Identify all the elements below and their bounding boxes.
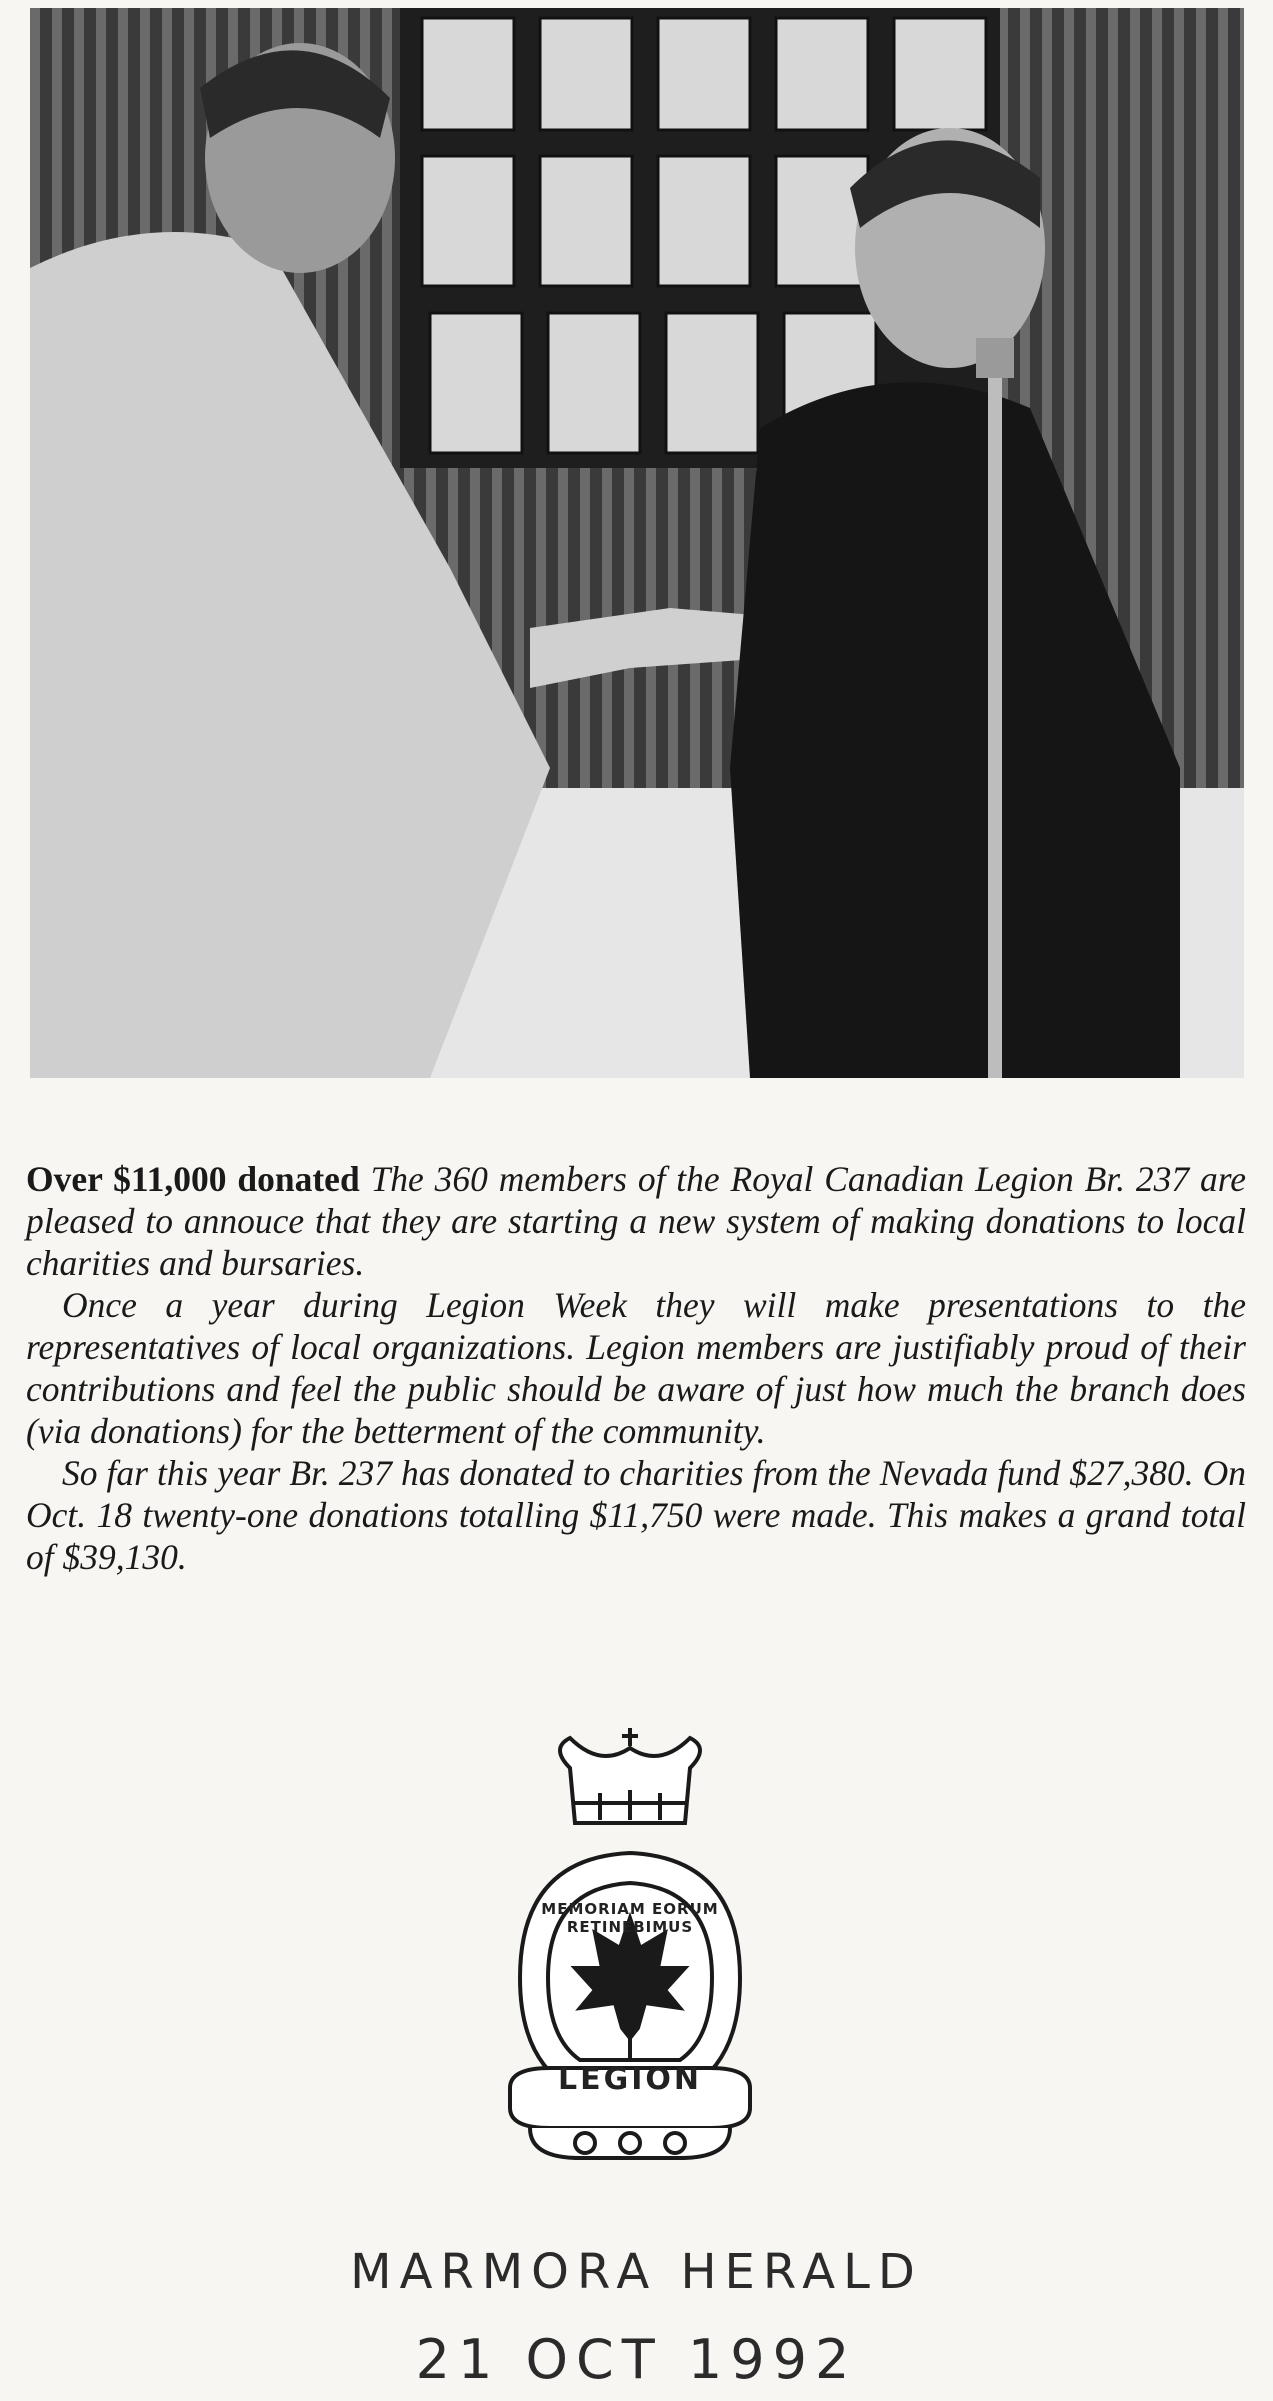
paragraph-3: So far this year Br. 237 has donated to charities from the Nevada fund $27,380. On Oct. 18 twenty-one donations totalling $11,750 were made. This makes a grand total of $39,130.: [26, 1453, 1246, 1577]
paragraph-1: The 360 members of the Royal Canadian Legion Br. 237 are pleased to annouce that they are starting a new system of making donations to local charities and bursaries.: [26, 1159, 1246, 1283]
photo-illustration: [30, 8, 1244, 1078]
headline: Over $11,000 donated: [26, 1159, 360, 1199]
emblem-motto: MEMORIAM EORUM RETINEBIMUS: [541, 1900, 719, 1936]
handwritten-publication: MARMORA HERALD: [350, 2244, 923, 2300]
article-body: [26, 1158, 1246, 1578]
news-photo: [30, 8, 1244, 1078]
emblem-legion-word: LEGION: [557, 2062, 702, 2097]
paragraph-2: Once a year during Legion Week they will make presentations to the representatives of local organizations. Legion members are justifiably proud of their contributions and feel the public should be aware of just how much the branch does (via donations) for the betterment of the community.: [26, 1285, 1246, 1451]
legion-emblem: [490, 1728, 770, 2160]
royal-canadian-legion-emblem-icon: [490, 1728, 770, 2160]
handwritten-date: 21 OCT 1992: [415, 2328, 858, 2391]
article-paragraph: [26, 1158, 1246, 1284]
